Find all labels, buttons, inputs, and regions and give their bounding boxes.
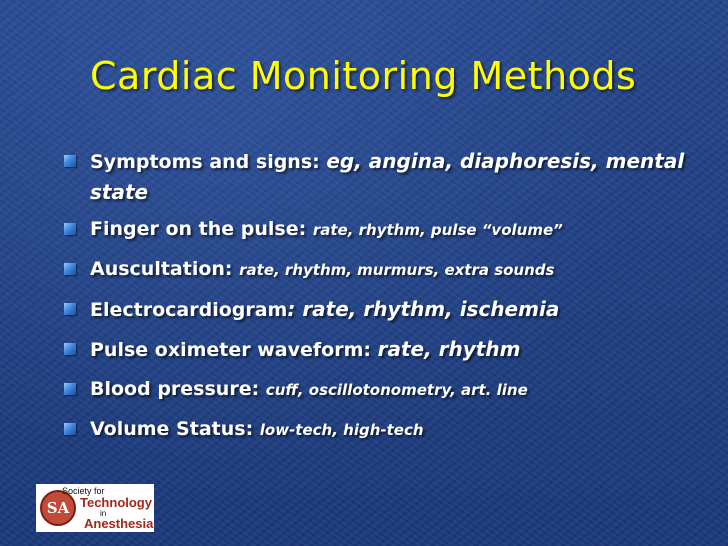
square-bullet-icon (64, 383, 76, 395)
logo-line-1: Society for (62, 486, 105, 496)
bullet-label: Volume Status: (90, 418, 260, 440)
bullet-label: Electrocardiogram (90, 299, 288, 321)
bullet-label: Finger on the pulse: (90, 218, 313, 240)
bullet-detail: low-tech, high-tech (259, 421, 424, 439)
sa-seal-icon: SA (40, 490, 76, 526)
society-logo (36, 484, 154, 532)
square-bullet-icon (64, 303, 76, 315)
bullet-detail: rate, rhythm, murmurs, extra sounds (239, 261, 555, 279)
bullet-label: Blood pressure: (90, 378, 266, 400)
bullet-item-pulse (64, 214, 714, 254)
bullet-label: Symptoms and signs: (90, 151, 327, 173)
bullet-item-oximeter (64, 334, 714, 374)
square-bullet-icon (64, 343, 76, 355)
square-bullet-icon (64, 263, 76, 275)
bullet-item-volume-status (64, 414, 714, 454)
bullet-list (64, 146, 714, 454)
bullet-item-ecg (64, 294, 714, 334)
bullet-item-blood-pressure (64, 374, 714, 414)
logo-line-3: in (100, 509, 107, 518)
bullet-detail: : rate, rhythm, ischemia (287, 297, 560, 321)
logo-line-2: Technology (80, 495, 152, 510)
square-bullet-icon (64, 423, 76, 435)
slide-title: Cardiac Monitoring Methods (90, 54, 637, 98)
square-bullet-icon (64, 155, 76, 167)
bullet-detail: cuff, oscillotonometry, art. line (265, 381, 528, 399)
bullet-item-auscultation (64, 254, 714, 294)
bullet-detail: rate, rhythm, pulse “volume” (312, 221, 563, 239)
bullet-label: Auscultation: (90, 258, 240, 280)
square-bullet-icon (64, 223, 76, 235)
bullet-detail: rate, rhythm (377, 337, 521, 361)
logo-line-4: Anesthesia (84, 516, 154, 531)
bullet-detail: eg, angina, diaphoresis, mental state (90, 149, 685, 204)
bullet-item-symptoms (64, 146, 714, 214)
bullet-label: Pulse oximeter waveform: (90, 339, 378, 361)
